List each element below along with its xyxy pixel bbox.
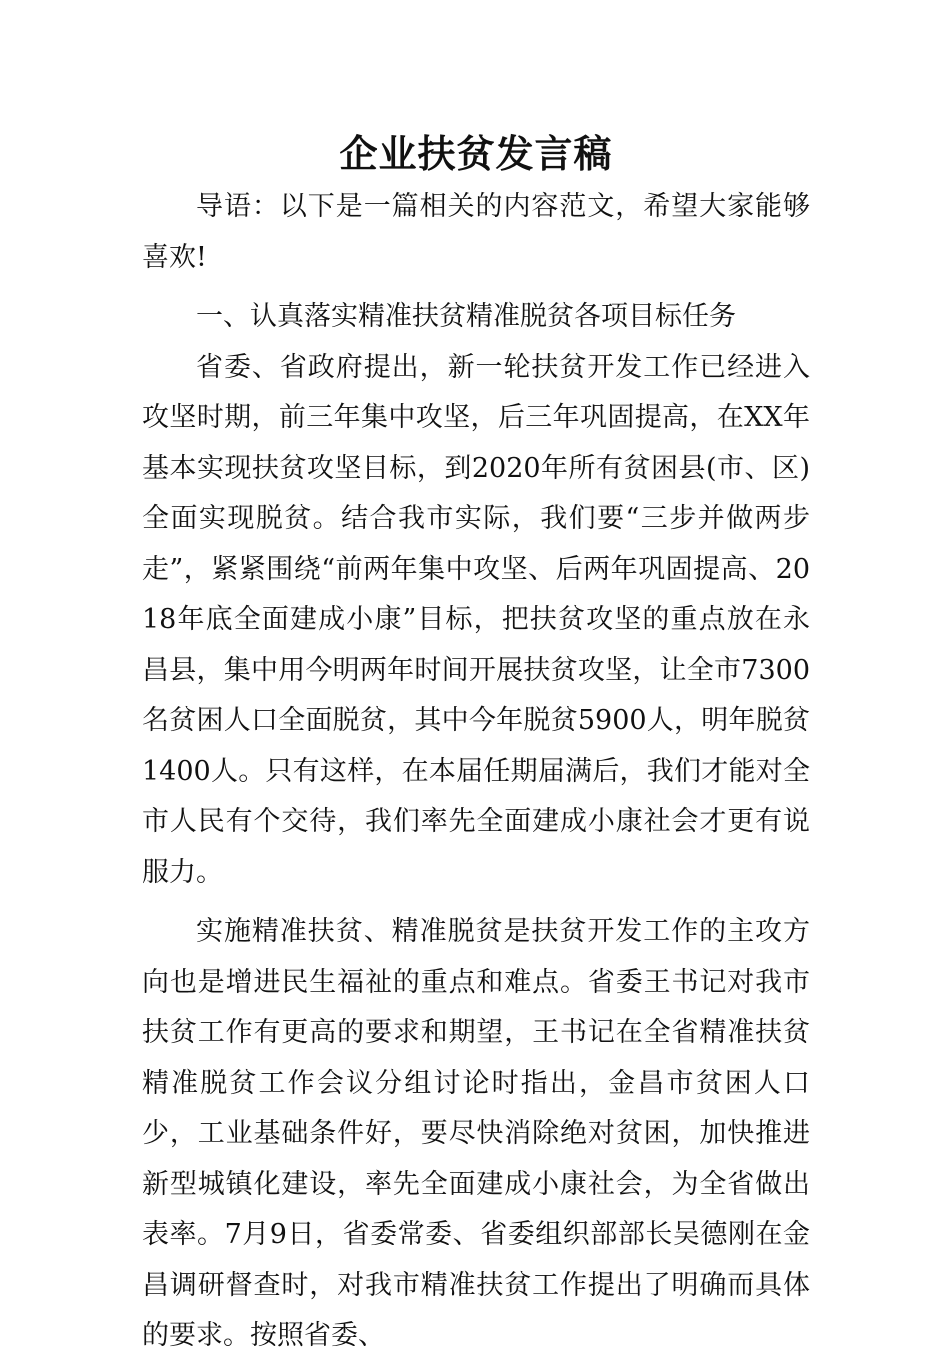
body-paragraph-1: 省委、省政府提出，新一轮扶贫开发工作已经进入攻坚时期，前三年集中攻坚，后三年巩固提高，在XX年基本实现扶贫攻坚目标，到2020年所有贫困县(市、区)全面实现脱贫。结合我市实际，我们要“三步并做两步走”，紧紧围绕“前两年集中攻坚、后两年巩固提高、2018年底全面建成小康”目标，把扶贫攻坚的重点放在永昌县，集中用今明两年时间开展扶贫攻坚，让全市7300名贫困人口全面脱贫，其中今年脱贫5900人，明年脱贫1400人。只有这样，在本届任期届满后，我们才能对全市人民有个交待，我们率先全面建成小康社会才更有说服力。 [142, 351, 810, 888]
document-title: 企业扶贫发言稿 [339, 131, 613, 176]
body-paragraph-2: 实施精准扶贫、精准脱贫是扶贫开发工作的主攻方向也是增进民生福祉的重点和难点。省委王书记对我市扶贫工作有更高的要求和期望，王书记在全省精准扶贫精准脱贫工作会议分组讨论时指出，金昌市贫困人口少，工业基础条件好，要尽快消除绝对贫困，加快推进新型城镇化建设，率先全面建成小康社会，为全省做出表率。7月9日，省委常委、省委组织部部长吴德刚在金昌调研督查时，对我市精准扶贫工作提出了明确而具体的要求。按照省委、 [142, 916, 810, 1351]
section-heading: 一、认真落实精准扶贫精准脱贫各项目标任务 [196, 301, 736, 332]
intro-paragraph: 导语：以下是一篇相关的内容范文，希望大家能够喜欢! [142, 191, 810, 273]
